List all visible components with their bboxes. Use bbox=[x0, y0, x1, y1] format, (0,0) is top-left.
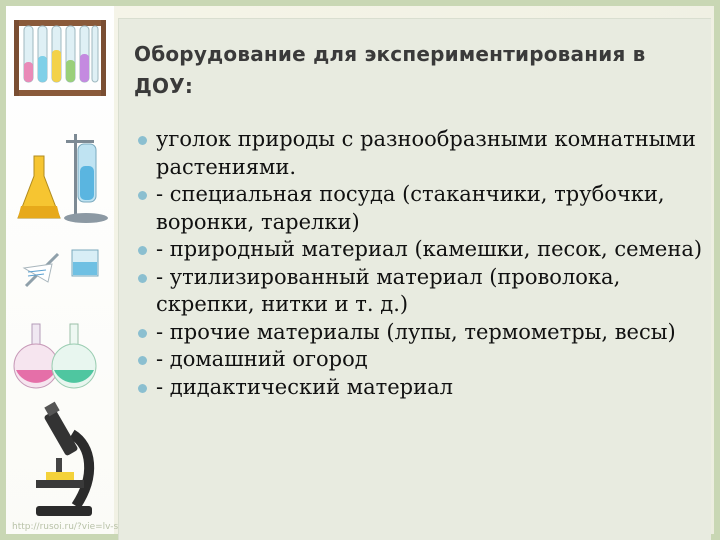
bullet-icon bbox=[138, 191, 147, 200]
slide-title: Оборудование для экспериментирования в ДОУ: bbox=[134, 42, 646, 98]
bullet-icon bbox=[138, 384, 147, 393]
beaker-icon bbox=[24, 250, 98, 286]
bullet-icon bbox=[138, 246, 147, 255]
bullet-icon bbox=[138, 136, 147, 145]
list-item: - природный материал (камешки, песок, семена) bbox=[136, 236, 706, 264]
list-item: уголок природы с разнообразными комнатными растениями. bbox=[136, 126, 706, 181]
bullet-icon bbox=[138, 274, 147, 283]
watermark-text: http://rusoi.ru/?vie=lv-s bbox=[12, 522, 119, 532]
microscope-icon bbox=[36, 402, 92, 516]
list-item: - утилизированный материал (проволока, скрепки, нитки и т. д.) bbox=[136, 264, 706, 319]
list-item: - домашний огород bbox=[136, 346, 706, 374]
test-tube-rack-icon bbox=[14, 20, 106, 96]
bullet-icon bbox=[138, 356, 147, 365]
equipment-list bbox=[136, 126, 706, 401]
bullet-icon bbox=[138, 329, 147, 338]
list-item: - дидактический материал bbox=[136, 374, 706, 402]
lab-illustrations bbox=[6, 6, 114, 534]
round-flasks-icon bbox=[14, 324, 96, 388]
list-item: - прочие материалы (лупы, термометры, весы) bbox=[136, 319, 706, 347]
flask-stand-icon bbox=[18, 134, 108, 223]
list-item: - специальная посуда (стаканчики, трубочки, воронки, тарелки) bbox=[136, 181, 706, 236]
